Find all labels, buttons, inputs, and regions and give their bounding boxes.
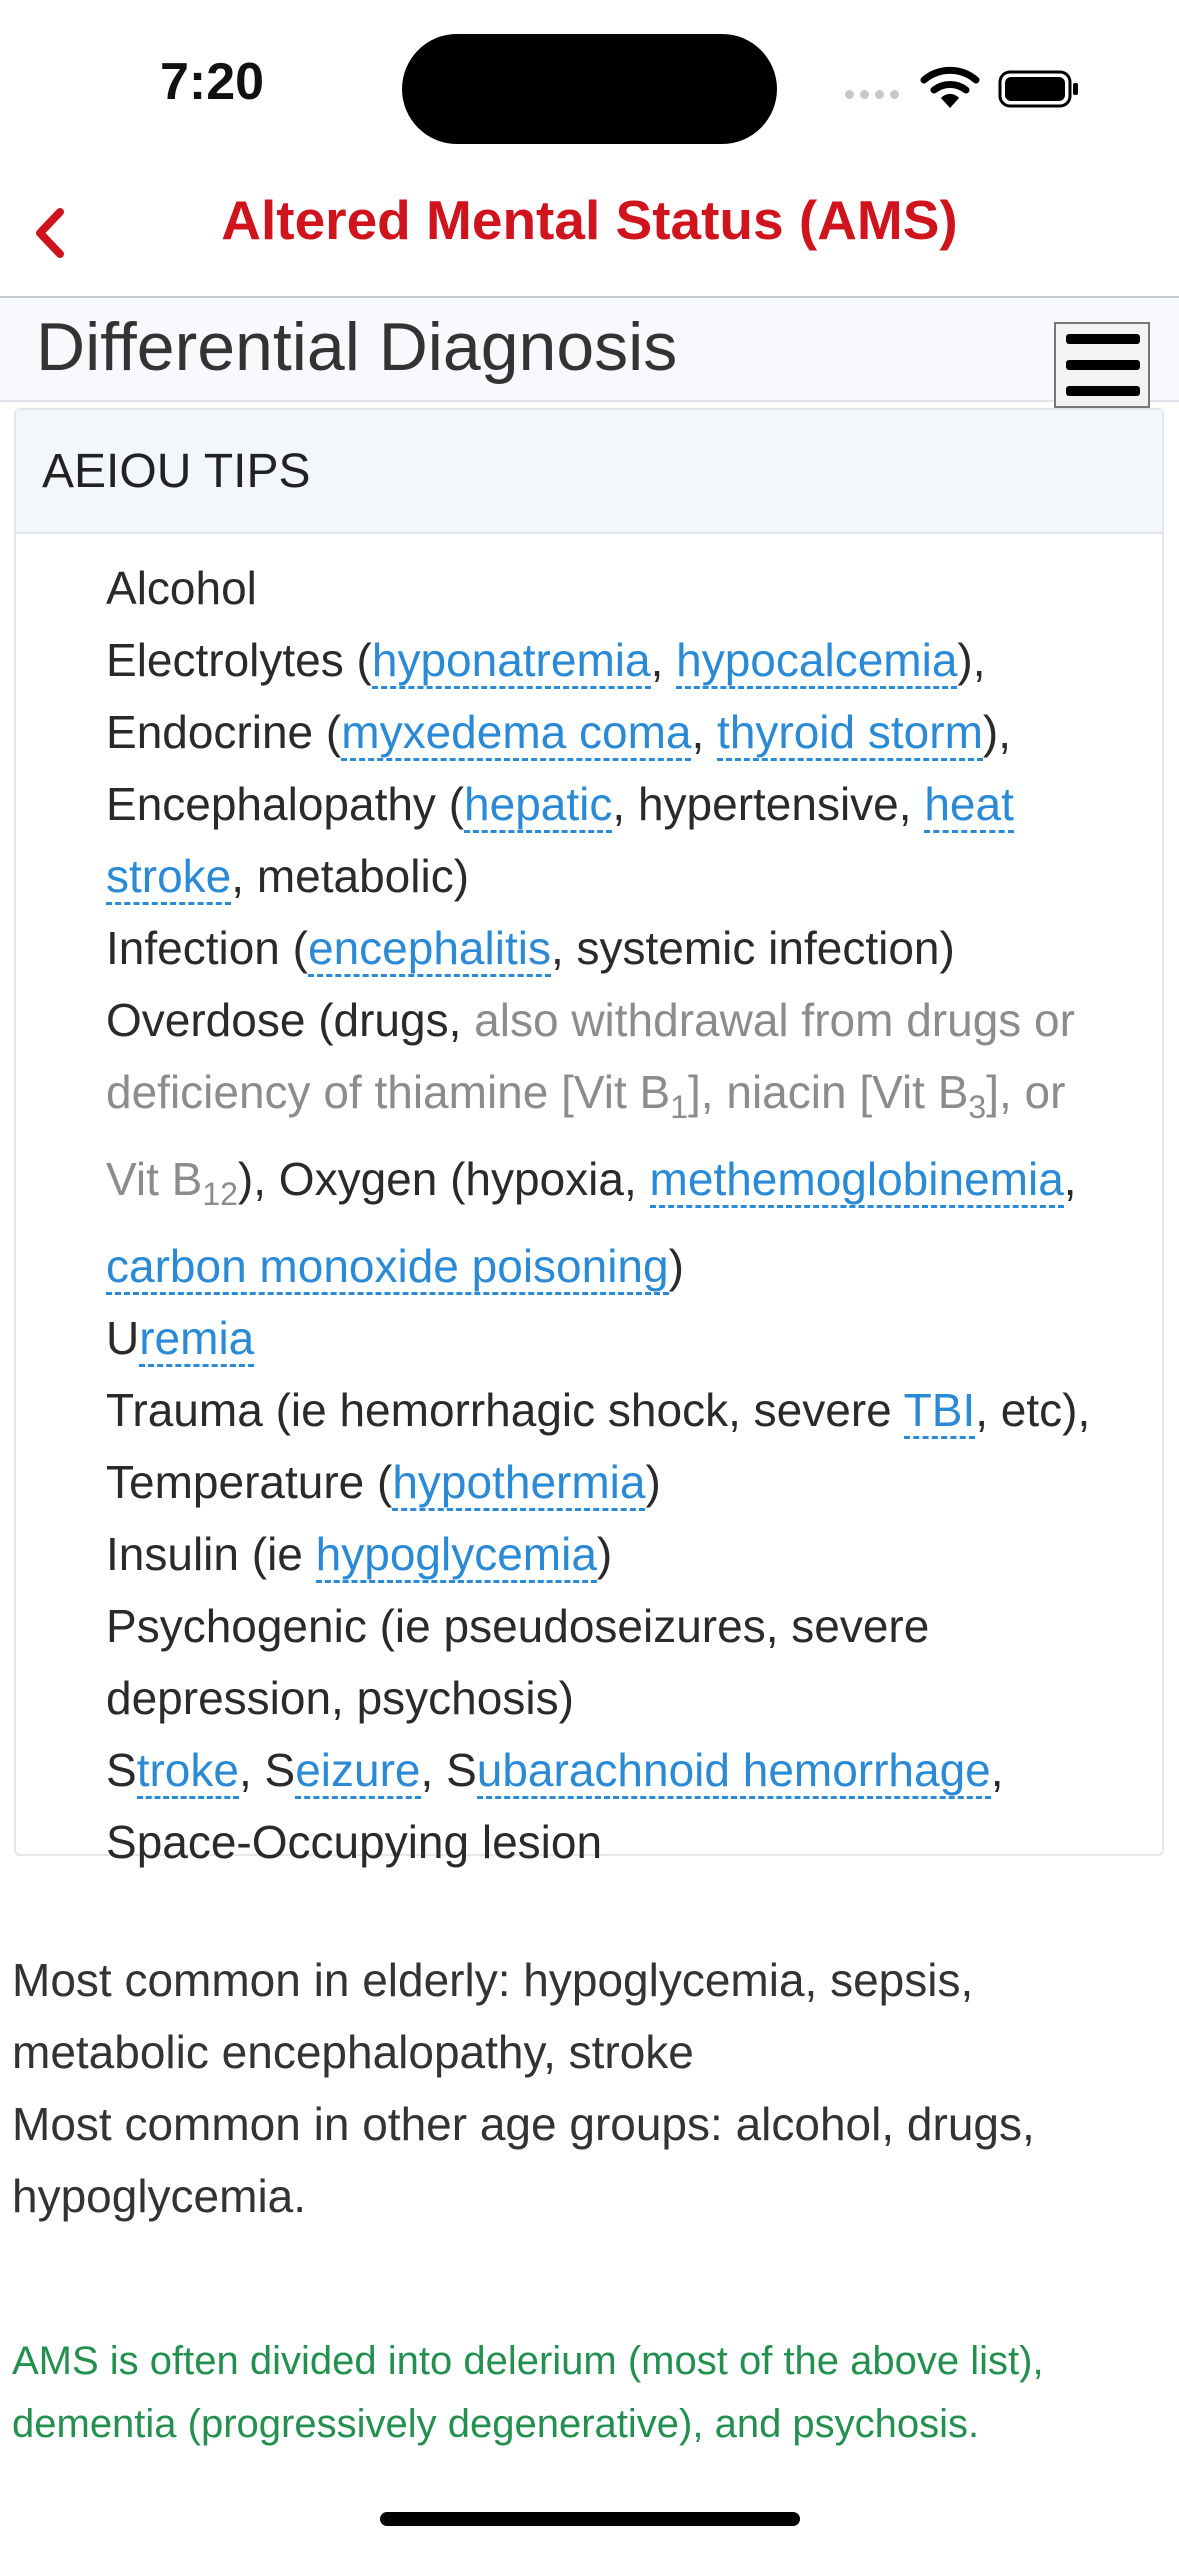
menu-button[interactable] bbox=[1054, 322, 1150, 408]
list-item: Insulin (ie hypoglycemia) bbox=[106, 1518, 1146, 1590]
card-header bbox=[16, 410, 1162, 534]
list-item: Infection (encephalitis, systemic infection) bbox=[106, 912, 1146, 984]
link-hypoglycemia[interactable]: hypoglycemia bbox=[316, 1528, 597, 1583]
link-uremia[interactable]: remia bbox=[139, 1312, 254, 1367]
list-item: Overdose (drugs, also withdrawal from drugs or bbox=[106, 994, 1075, 1046]
dynamic-island bbox=[402, 34, 777, 144]
link-hyponatremia[interactable]: hyponatremia bbox=[372, 634, 651, 689]
list-item: Stroke, Seizure, Subarachnoid hemorrhage, bbox=[106, 1734, 1146, 1806]
wifi-icon bbox=[920, 62, 980, 110]
status-time: 7:20 bbox=[160, 53, 265, 111]
navigation-bar bbox=[0, 170, 1179, 296]
link-encephalitis[interactable]: encephalitis bbox=[308, 922, 551, 977]
link-hepatic[interactable]: hepatic bbox=[464, 778, 612, 833]
link-stroke[interactable]: troke bbox=[137, 1744, 239, 1799]
common-causes-text: Most common in elderly: hypoglycemia, sepsis, metabolic encephalopathy, stroke Most common in other age groups: alcohol, drugs, hypoglycemia. bbox=[12, 1954, 1035, 2222]
link-thyroid-storm[interactable]: thyroid storm bbox=[717, 706, 983, 761]
list-item: Psychogenic (ie pseudoseizures, severe bbox=[106, 1600, 930, 1652]
hamburger-icon bbox=[1066, 334, 1140, 344]
link-heat-stroke[interactable]: heat bbox=[924, 778, 1014, 833]
link-subarachnoid-hemorrhage[interactable]: ubarachnoid hemorrhage bbox=[477, 1744, 991, 1799]
list-item-continued: carbon monoxide poisoning) bbox=[106, 1230, 1146, 1302]
card-title: AEIOU TIPS bbox=[42, 445, 311, 498]
link-hypocalcemia[interactable]: hypocalcemia bbox=[676, 634, 957, 689]
ams-note: AMS is often divided into delerium (most of the above list), dementia (progressively degenerative), and psychosis. bbox=[12, 2339, 1044, 2446]
cellular-signal-icon bbox=[845, 84, 905, 104]
list-item-continued: stroke, metabolic) bbox=[106, 840, 1146, 912]
list-item: Electrolytes (hyponatremia, hypocalcemia), bbox=[106, 624, 1146, 696]
list-item: Trauma (ie hemorrhagic shock, severe TBI, etc), bbox=[106, 1374, 1146, 1446]
battery-icon bbox=[998, 70, 1080, 108]
section-title: Differential Diagnosis bbox=[36, 309, 678, 385]
link-seizure[interactable]: eizure bbox=[295, 1744, 420, 1799]
list-item: Encephalopathy (hepatic, hypertensive, heat bbox=[106, 768, 1146, 840]
list-item: Uremia bbox=[106, 1302, 1146, 1374]
link-carbon-monoxide-poisoning[interactable]: carbon monoxide poisoning bbox=[106, 1240, 669, 1295]
mnemonic-card bbox=[14, 408, 1164, 1868]
link-heat-stroke[interactable]: stroke bbox=[106, 850, 231, 905]
list-item-continued: depression, psychosis) bbox=[106, 1672, 574, 1724]
section-header bbox=[0, 296, 1179, 402]
link-methemoglobinemia[interactable]: methemoglobinemia bbox=[650, 1153, 1064, 1208]
link-hypothermia[interactable]: hypothermia bbox=[392, 1456, 645, 1511]
home-indicator[interactable] bbox=[380, 2512, 800, 2526]
link-myxedema-coma[interactable]: myxedema coma bbox=[341, 706, 691, 761]
link-tbi[interactable]: TBI bbox=[904, 1384, 976, 1439]
list-item: Space-Occupying lesion bbox=[106, 1816, 603, 1868]
list-item: Temperature (hypothermia) bbox=[106, 1446, 1146, 1518]
list-item: Endocrine (myxedema coma, thyroid storm), bbox=[106, 696, 1146, 768]
list-item: Alcohol bbox=[106, 562, 257, 614]
card-body bbox=[106, 552, 1146, 1878]
list-item-continued: deficiency of thiamine [Vit $B_1$], niacin [Vit $B_3$], or bbox=[106, 1066, 1066, 1125]
status-bar bbox=[0, 0, 1179, 170]
page-title: Altered Mental Status (AMS) bbox=[221, 189, 958, 251]
list-item-continued: Vit $B_{12}$), Oxygen (hypoxia, methemoglobinemia, bbox=[106, 1153, 1077, 1212]
